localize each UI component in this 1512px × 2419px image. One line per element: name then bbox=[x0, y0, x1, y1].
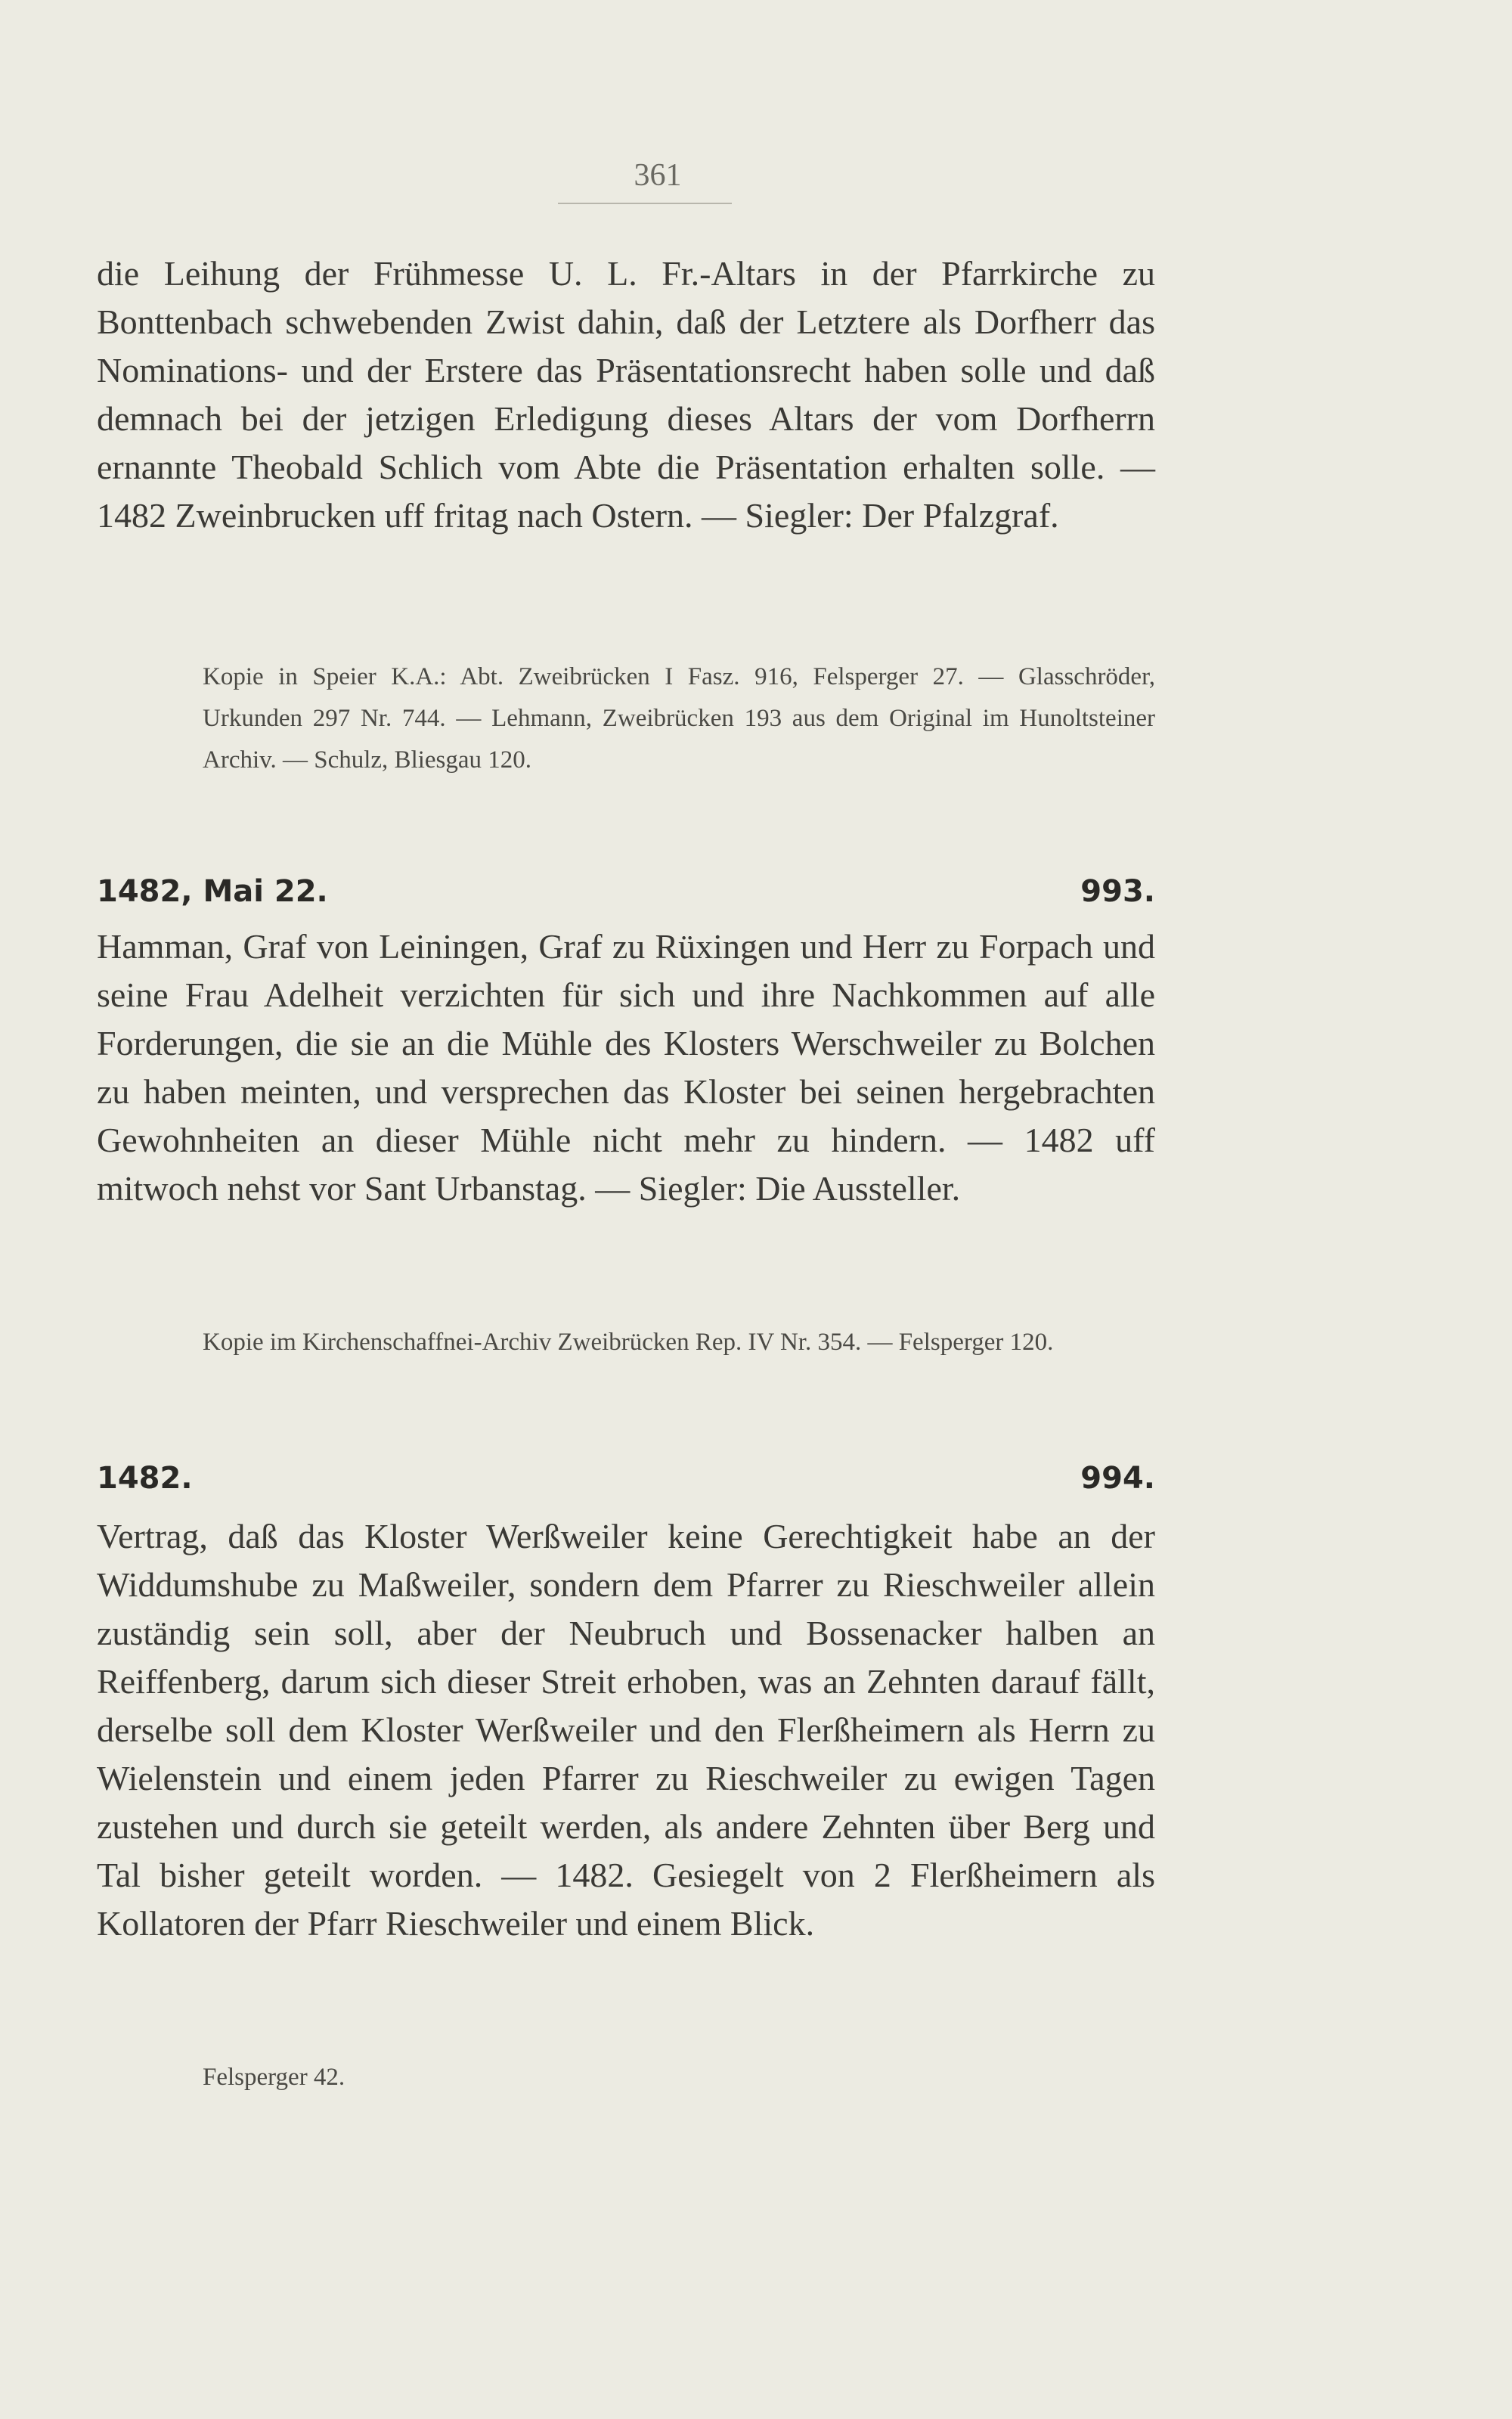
continuation-note bbox=[97, 656, 1155, 781]
entry-993-number: 993. bbox=[1080, 874, 1155, 909]
entry-993-date: 1482, Mai 22. bbox=[97, 874, 328, 909]
entry-994-note bbox=[97, 2057, 1155, 2098]
entry-994-note-text: Felsperger 42. bbox=[203, 2064, 345, 2091]
entry-994-date: 1482. bbox=[97, 1461, 193, 1496]
entry-993-paragraph bbox=[97, 923, 1155, 1213]
entry-994-heading bbox=[97, 1461, 1155, 1496]
entry-993-note bbox=[97, 1322, 1155, 1363]
entry-994-number: 994. bbox=[1080, 1461, 1155, 1496]
continuation-note-text: Kopie in Speier K.A.: Abt. Zweibrücken I Fasz. 916, Felsperger 27. — Glasschröder, Urkunden 297 Nr. 744. — Lehmann, Zweibrücken 193 aus dem Original im Hunoltsteiner Archiv. — Schulz, Bliesgau 120. bbox=[203, 663, 1155, 774]
header-rule bbox=[558, 203, 732, 204]
continuation-text: die Leihung der Frühmesse U. L. Fr.-Altars in der Pfarrkirche zu Bonttenbach schwebenden Zwist dahin, daß der Letztere als Dorfherr das Nominations- und der Erstere das Präsentationsrecht haben solle und daß demnach bei der jetzigen Erledigung dieses Altars der vom Dorfherrn ernannte Theobald Schlich vom Abte die Präsentation erhalten solle. — 1482 Zweinbrucken uff fritag nach Ostern. — Siegler: Der Pfalzgraf. bbox=[97, 254, 1155, 535]
entry-993-text: Hamman, Graf von Leiningen, Graf zu Rüxingen und Herr zu Forpach und seine Frau Adelheit verzichten für sich und ihre Nachkommen auf alle Forderungen, die sie an die Mühle des Klosters Werschweiler zu Bolchen zu haben meinten, und versprechen das Kloster bei seinen hergebrachten Gewohnheiten an dieser Mühle nicht mehr zu hindern. — 1482 uff mitwoch nehst vor Sant Urbanstag. — Siegler: Die Aussteller. bbox=[97, 927, 1155, 1208]
page-number: 361 bbox=[634, 158, 682, 193]
entry-993-note-text: Kopie im Kirchenschaffnei-Archiv Zweibrücken Rep. IV Nr. 354. — Felsperger 120. bbox=[203, 1329, 1054, 1356]
continuation-paragraph bbox=[97, 250, 1155, 540]
entry-994-paragraph bbox=[97, 1512, 1155, 1948]
entry-994-text: Vertrag, daß das Kloster Werßweiler keine Gerechtigkeit habe an der Widdumshube zu Maßweiler, sondern dem Pfarrer zu Rieschweiler allein zuständig sein soll, aber der Neubruch und Bossenacker halben an Reiffenberg, darum sich dieser Streit erhoben, was an Zehnten darauf fällt, derselbe soll dem Kloster Werßweiler und den Flerßheimern als Herrn zu Wielenstein und einem jeden Pfarrer zu Rieschweiler zu ewigen Tagen zustehen und durch sie geteilt werden, als andere Zehnten über Berg und Tal bisher geteilt worden. — 1482. Gesiegelt von 2 Flerßheimern als Kollatoren der Pfarr Rieschweiler und einem Blick. bbox=[97, 1517, 1155, 1943]
entry-993-heading bbox=[97, 874, 1155, 909]
